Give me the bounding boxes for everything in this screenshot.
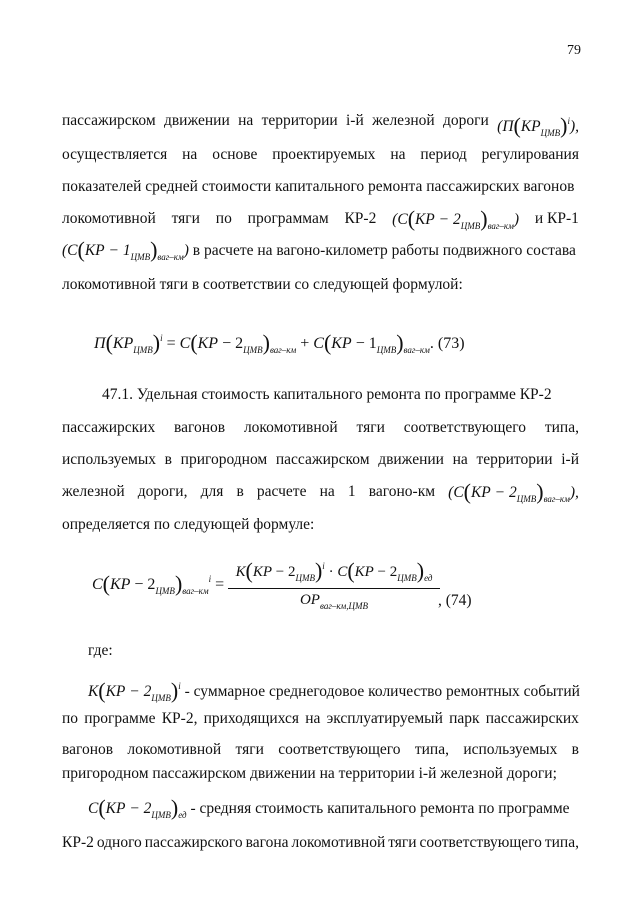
para-47-1-line-3: используемых в пригородном пассажирском движении на территории i-й <box>62 451 579 468</box>
page-number: 79 <box>567 43 581 58</box>
formula-74-lhs: $С(КР - 2_{ЦМВ})_{ваг-км}^i$ = <box>92 571 225 596</box>
definition-1-line-2: по программе КР-2, приходящихся на эксплуатируемый парк пассажирских <box>62 710 579 727</box>
formula-74-tag: , (74) <box>438 592 472 609</box>
formula-74-fraction <box>228 558 440 611</box>
para-47-1-line-2: пассажирских вагонов локомотивной тяги соответствующего типа, <box>62 419 579 436</box>
definition-1-line-3: вагонов локомотивной тяги соответствующего типа, используемых в <box>62 741 579 758</box>
text-line-5: $(С(КР - 1_{ЦМВ})_{ваг-км})$ в расчете на вагоно-километр работы подвижного состава <box>62 237 576 262</box>
definition-2-line-2: КР-2 одного пассажирского вагона локомотивной тяги соответствующего типа, <box>62 834 579 851</box>
text-line-6: локомотивной тяги в соответствии со следующей формулой: <box>62 276 463 293</box>
text-line-2: осуществляется на основе проектируемых на период регулирования <box>62 146 579 163</box>
text-line-4: локомотивной тяги по программам КР-2 $(С(КР - 2_{ЦМВ})_{ваг-км})$ и КР-1 <box>62 209 579 236</box>
formula-74-numerator: $К(КР - 2_{ЦМВ})^i \cdot С(КР - 2_{ЦМВ})_{ед}$ <box>228 558 440 589</box>
formula-74-denominator: $ОР_{ваг-км,ЦМВ}$ <box>299 592 369 611</box>
formula-73: $П(КР_{ЦМВ})^i = С(КР - 2_{ЦМВ})_{ваг-км} + С(КР - 1_{ЦМВ})_{ваг-км}$. (73) <box>94 330 465 355</box>
definition-1-line-1: $К(КР - 2_{ЦМВ})^i$ - суммарное среднегодовое количество ремонтных событий <box>88 678 580 703</box>
para-47-1-line-1: 47.1. Удельная стоимость капитального ремонта по программе КР-2 <box>102 386 552 403</box>
definition-2-line-1: $С(КР - 2_{ЦМВ})_{ед}$ - средняя стоимость капитального ремонта по программе <box>88 795 570 820</box>
inline-formula: $С(КР - 2_{ЦМВ})_{ед}$ <box>88 795 187 820</box>
inline-formula: $(С(КР - 2_{ЦМВ})_{ваг-км})$ <box>392 206 520 231</box>
inline-formula: $(С(КР - 1_{ЦМВ})_{ваг-км})$ <box>62 237 189 262</box>
text-line-3: показателей средней стоимости капитального ремонта пассажирских вагонов <box>62 178 575 195</box>
para-47-1-line-4: железной дороги, для в расчете на 1 вагоно-км $(С(КР - 2_{ЦМВ})_{ваг-км})$, <box>62 482 579 509</box>
inline-formula: $(П(КР_{ЦМВ})^i)$, <box>497 113 579 138</box>
text-line-1: пассажирском движении на территории i-й железной дороги $(П(КР_{ЦМВ})^i)$, <box>62 111 579 143</box>
where-label: где: <box>88 642 113 659</box>
inline-formula: $К(КР - 2_{ЦМВ})^i$ <box>88 678 181 703</box>
para-47-1-line-5: определяется по следующей формуле: <box>62 516 315 533</box>
definition-1-line-4: пригородном пассажирском движении на территории i-й железной дороги; <box>62 765 557 782</box>
inline-formula: $(С(КР - 2_{ЦМВ})_{ваг-км})$, <box>448 479 579 504</box>
